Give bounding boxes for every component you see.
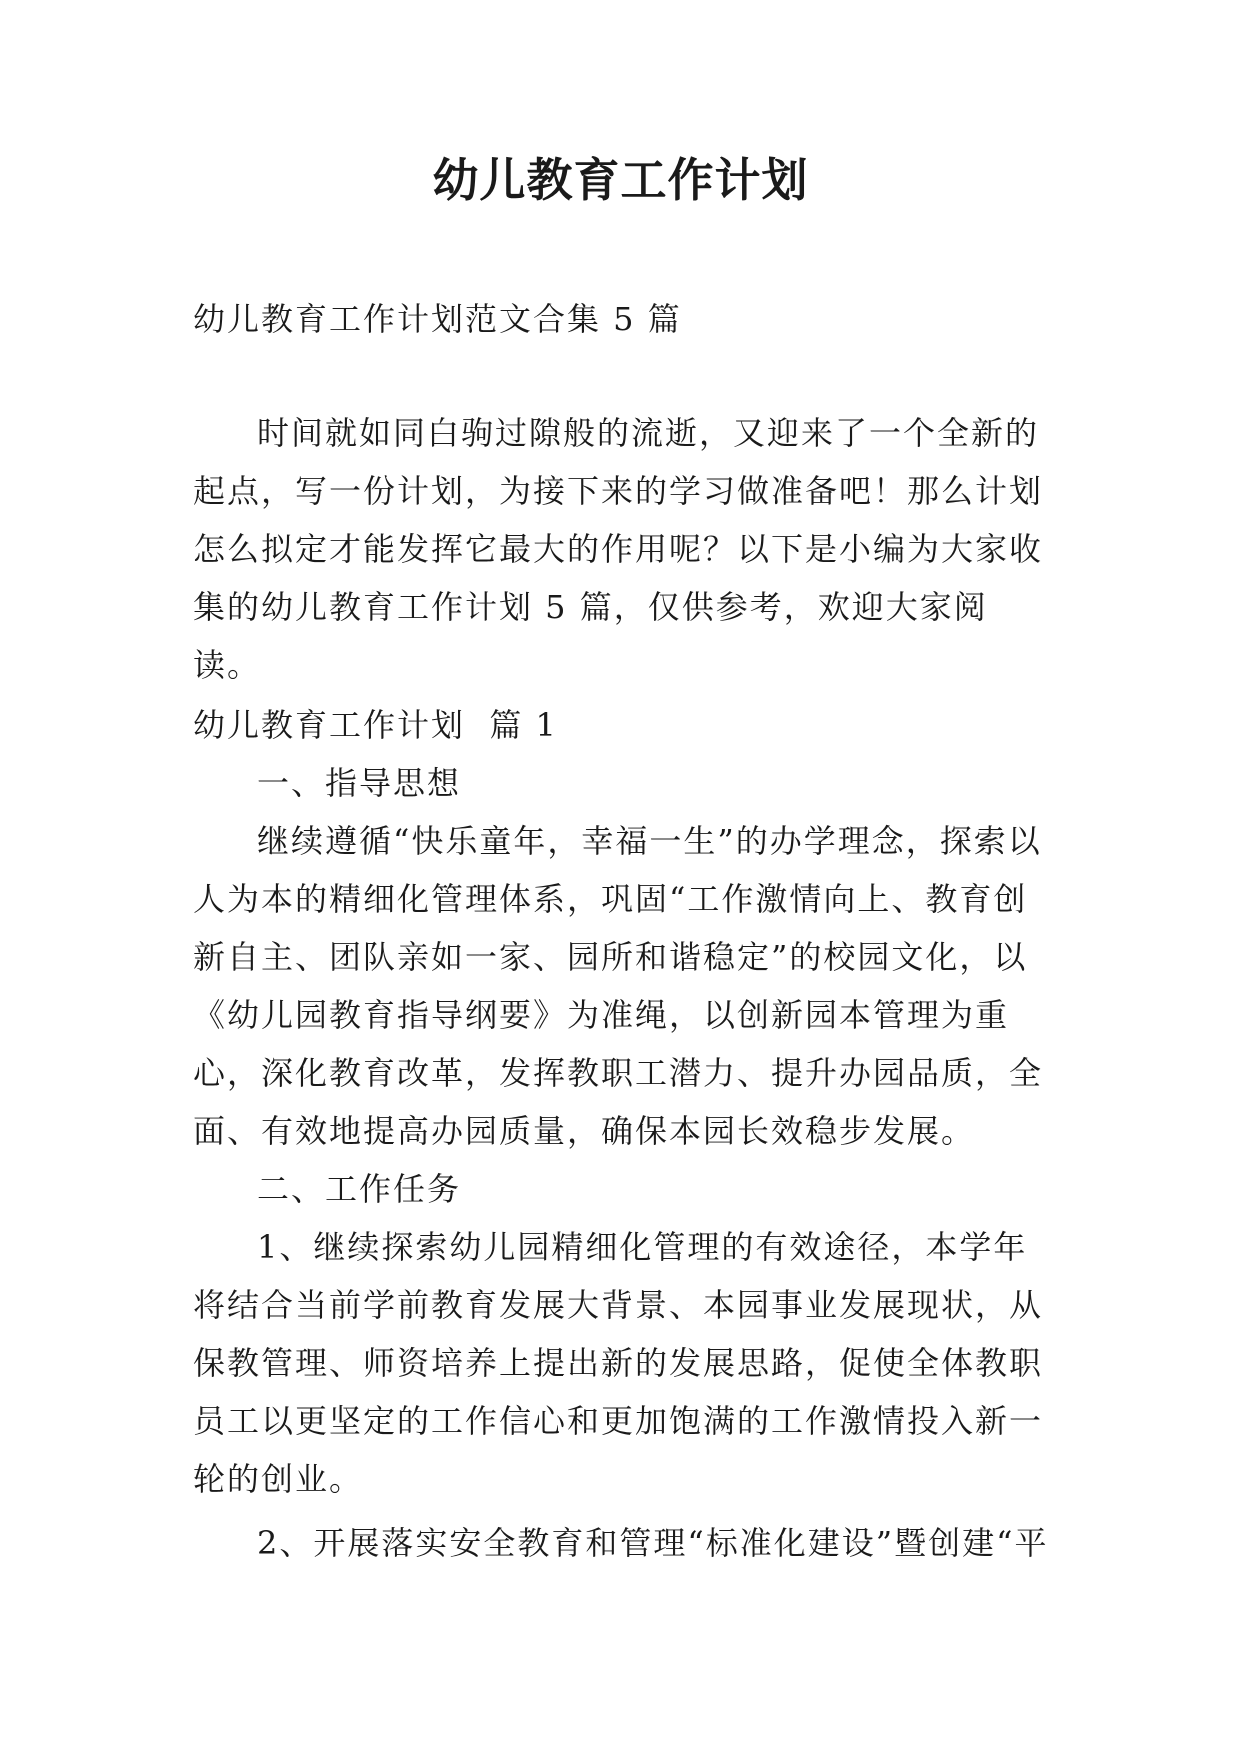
paragraph-task-1: 1、继续探索幼儿园精细化管理的有效途径，本学年将结合当前学前教育发展大背景、本园事业发展现状，从保教管理、师资培养上提出新的发展思路，促使全体教职员工以更坚定的工作信心和更加饱满的工作激情投入新一轮的创业。 bbox=[193, 1228, 1044, 1498]
intro-text: 时间就如同白驹过隙般的流逝，又迎来了一个全新的起点，写一份计划，为接下来的学习做准备吧！那么计划怎么拟定才能发挥它最大的作用呢？以下是小编为大家收集的幼儿教育工作计划 5 篇，仅供参考，欢迎大家阅读。 bbox=[193, 414, 1044, 684]
heading-guiding-ideology: 一、指导思想 bbox=[257, 764, 462, 802]
heading-work-tasks: 二、工作任务 bbox=[257, 1170, 462, 1208]
section-heading: 幼儿教育工作计划 篇 1 bbox=[193, 706, 558, 744]
section-1 bbox=[193, 696, 1053, 1572]
document-title: 幼儿教育工作计划 bbox=[432, 153, 809, 207]
paragraph-guiding-ideology: 继续遵循“快乐童年，幸福一生”的办学理念，探索以人为本的精细化管理体系，巩固“工作激情向上、教育创新自主、团队亲如一家、园所和谐稳定”的校园文化，以《幼儿园教育指导纲要》为准绳，以创新园本管理为重心，深化教育改革，发挥教职工潜力、提升办园品质，全面、有效地提高办园质量，确保本园长效稳步发展。 bbox=[193, 822, 1044, 1150]
subtitle-text: 幼儿教育工作计划范文合集 5 篇 bbox=[193, 300, 682, 338]
paragraph-task-2: 2、开展落实安全教育和管理“标准化建设”暨创建“平 bbox=[257, 1524, 1049, 1562]
document-subtitle bbox=[193, 290, 1053, 348]
intro-paragraph bbox=[193, 404, 1051, 694]
